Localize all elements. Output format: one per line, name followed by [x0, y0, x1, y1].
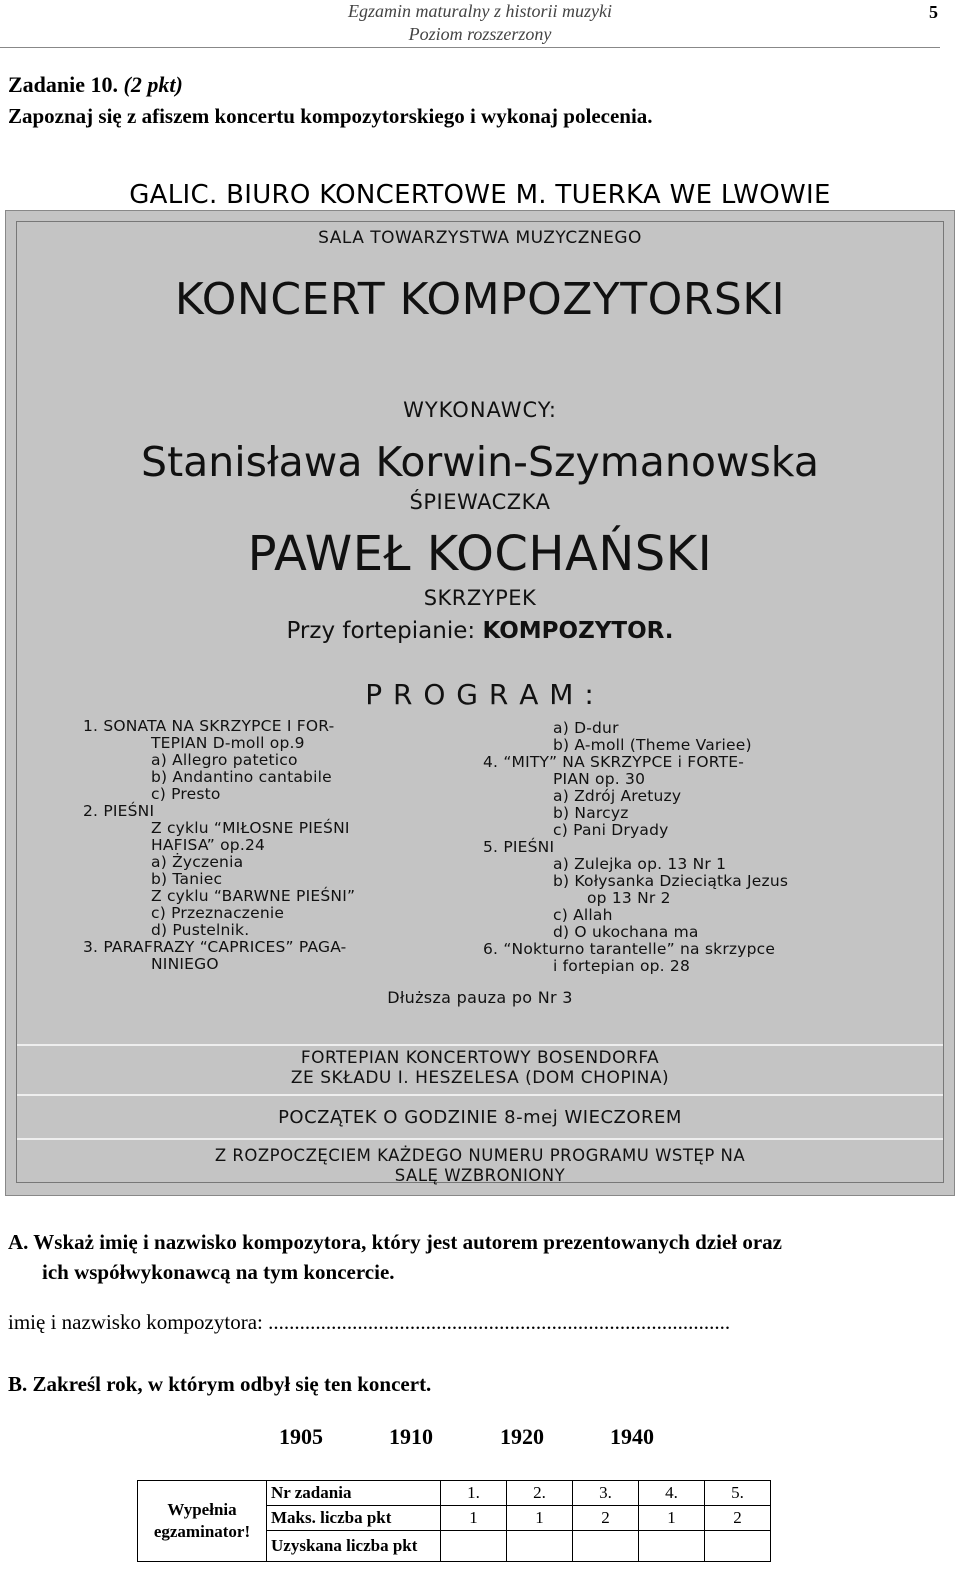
program-right-line: op 13 Nr 2: [587, 889, 671, 907]
examiner-label-2: egzaminator!: [153, 1522, 251, 1541]
obtained-cell[interactable]: [507, 1531, 573, 1562]
score-table: [137, 1480, 771, 1562]
program-right-line: b) Kołysanka Dzieciątka Jezus: [553, 872, 789, 890]
task-number: Zadanie 10.: [8, 72, 119, 97]
performer1-name: Stanisława Korwin-Szymanowska: [141, 438, 819, 486]
poster-title: KONCERT KOMPOZYTORSKI: [174, 274, 786, 325]
program-left-line: d) Pustelnik.: [151, 921, 250, 939]
program-right-line: d) O ukochana ma: [553, 923, 699, 941]
row-obtained-points: Uzyskana liczba pkt: [267, 1531, 441, 1562]
program-right-line: 6. “Nokturno tarantelle” na skrzypce: [483, 940, 776, 958]
max-cell: 1: [639, 1506, 705, 1531]
year-option-1910[interactable]: 1910: [389, 1424, 433, 1449]
program-right-line: b) A-moll (Theme Variee): [553, 736, 752, 754]
piano-name: KOMPOZYTOR.: [482, 618, 674, 644]
poster-divider: [17, 1094, 943, 1096]
obtained-cell[interactable]: [573, 1531, 639, 1562]
program-left-line: c) Presto: [151, 785, 221, 803]
task-cell: 5.: [705, 1481, 771, 1506]
program-left-line: 3. PARAFRAZY “CAPRICES” PAGA-: [83, 938, 347, 956]
year-option-1940[interactable]: 1940: [610, 1424, 654, 1449]
program-right-line: a) D-dur: [553, 719, 619, 737]
program-left-line: Z cyklu “BARWNE PIEŚNI”: [151, 887, 356, 905]
program-left-line: Z cyklu “MIŁOSNE PIEŚNI: [151, 819, 350, 837]
question-a-line1: A. Wskaż imię i nazwisko kompozytora, który jest autorem prezentowanych dzieł oraz: [8, 1230, 782, 1254]
year-option-1905[interactable]: 1905: [279, 1424, 323, 1449]
obtained-cell[interactable]: [705, 1531, 771, 1562]
poster-frame: [16, 221, 944, 1183]
year-option-1920[interactable]: 1920: [500, 1424, 544, 1449]
task-cell: 1.: [441, 1481, 507, 1506]
program-right-line: i fortepian op. 28: [553, 957, 691, 975]
program-left-line: NINIEGO: [151, 955, 219, 973]
program-left-line: 2. PIEŚNI: [83, 802, 155, 820]
row-task-number: Nr zadania: [267, 1481, 441, 1506]
piano-info-1: FORTEPIAN KONCERTOWY BOSENDORFA: [300, 1048, 660, 1068]
exam-level: Poziom rozszerzony: [408, 24, 552, 44]
poster-divider: [17, 1138, 943, 1140]
examiner-label: [138, 1481, 267, 1562]
exam-title: Egzamin maturalny z historii muzyki: [348, 1, 612, 21]
max-cell: 1: [507, 1506, 573, 1531]
task-cell: 2.: [507, 1481, 573, 1506]
task-title: [8, 72, 183, 98]
program-left-line: TEPIAN D-moll op.9: [151, 734, 305, 752]
composer-answer-field[interactable]: imię i nazwisko kompozytora: ........................................................................................: [8, 1310, 731, 1334]
performer2-name: PAWEŁ KOCHAŃSKI: [247, 526, 713, 582]
page-number: 5: [929, 2, 938, 22]
performer2-role: SKRZYPEK: [423, 586, 537, 610]
program-right-line: c) Allah: [553, 906, 613, 924]
task-intro: Zapoznaj się z afiszem koncertu kompozytorskiego i wykonaj polecenia.: [8, 104, 653, 128]
entry-notice-1: Z ROZPOCZĘCIEM KAŻDEGO NUMERU PROGRAMU WSTĘP NA: [214, 1146, 746, 1165]
piano-info-2: ZE SKŁADU I. HESZELESA (DOM CHOPINA): [290, 1068, 670, 1088]
piano-line: [17, 618, 943, 644]
program-left-line: b) Taniec: [151, 870, 223, 888]
program-left-line: a) Życzenia: [151, 853, 244, 871]
poster-venue: SALA TOWARZYSTWA MUZYCZNEGO: [318, 228, 642, 248]
program-left-line: c) Przeznaczenie: [151, 904, 285, 922]
program-right-line: PIAN op. 30: [553, 770, 646, 788]
performer1-role: ŚPIEWACZKA: [409, 490, 551, 514]
max-cell: 1: [441, 1506, 507, 1531]
examiner-label-1: Wypełnia: [167, 1500, 237, 1519]
max-cell: 2: [705, 1506, 771, 1531]
entry-notice-2: SALĘ WZBRONIONY: [394, 1166, 566, 1185]
task-cell: 4.: [639, 1481, 705, 1506]
program-right-line: 5. PIEŚNI: [483, 838, 555, 856]
task-points: (2 pkt): [123, 72, 183, 97]
pause-note: Dłuższa pauza po Nr 3: [387, 988, 573, 1007]
performers-heading: WYKONAWCY:: [403, 398, 557, 422]
program-left-line: 1. SONATA NA SKRZYPCE I FOR-: [83, 717, 335, 735]
poster-divider: [17, 1044, 943, 1046]
program-heading: P R O G R A M :: [365, 678, 595, 711]
concert-poster: [5, 210, 955, 1196]
header-divider: [0, 47, 940, 48]
program-right-line: 4. “MITY” NA SKRZYPCE i FORTE-: [483, 753, 745, 771]
obtained-cell[interactable]: [639, 1531, 705, 1562]
question-b: B. Zakreśl rok, w którym odbył się ten koncert.: [8, 1372, 432, 1396]
poster-header: GALIC. BIURO KONCERTOWE M. TUERKA WE LWOWIE: [129, 180, 831, 210]
program-left-line: HAFISA” op.24: [151, 836, 266, 854]
start-time: POCZĄTEK O GODZINIE 8-mej WIECZOREM: [278, 1107, 682, 1128]
max-cell: 2: [573, 1506, 639, 1531]
question-a-line2: ich współwykonawcą na tym koncercie.: [42, 1260, 395, 1284]
program-right-line: a) Zdrój Aretuzy: [553, 787, 682, 805]
piano-label: Przy fortepianie:: [286, 618, 483, 644]
row-max-points: Maks. liczba pkt: [267, 1506, 441, 1531]
program-right-line: c) Pani Dryady: [553, 821, 669, 839]
program-right-line: b) Narcyz: [553, 804, 629, 822]
program-left-line: b) Andantino cantabile: [151, 768, 332, 786]
obtained-cell[interactable]: [441, 1531, 507, 1562]
program-left-line: a) Allegro patetico: [151, 751, 298, 769]
program-right-line: a) Zulejka op. 13 Nr 1: [553, 855, 727, 873]
task-cell: 3.: [573, 1481, 639, 1506]
